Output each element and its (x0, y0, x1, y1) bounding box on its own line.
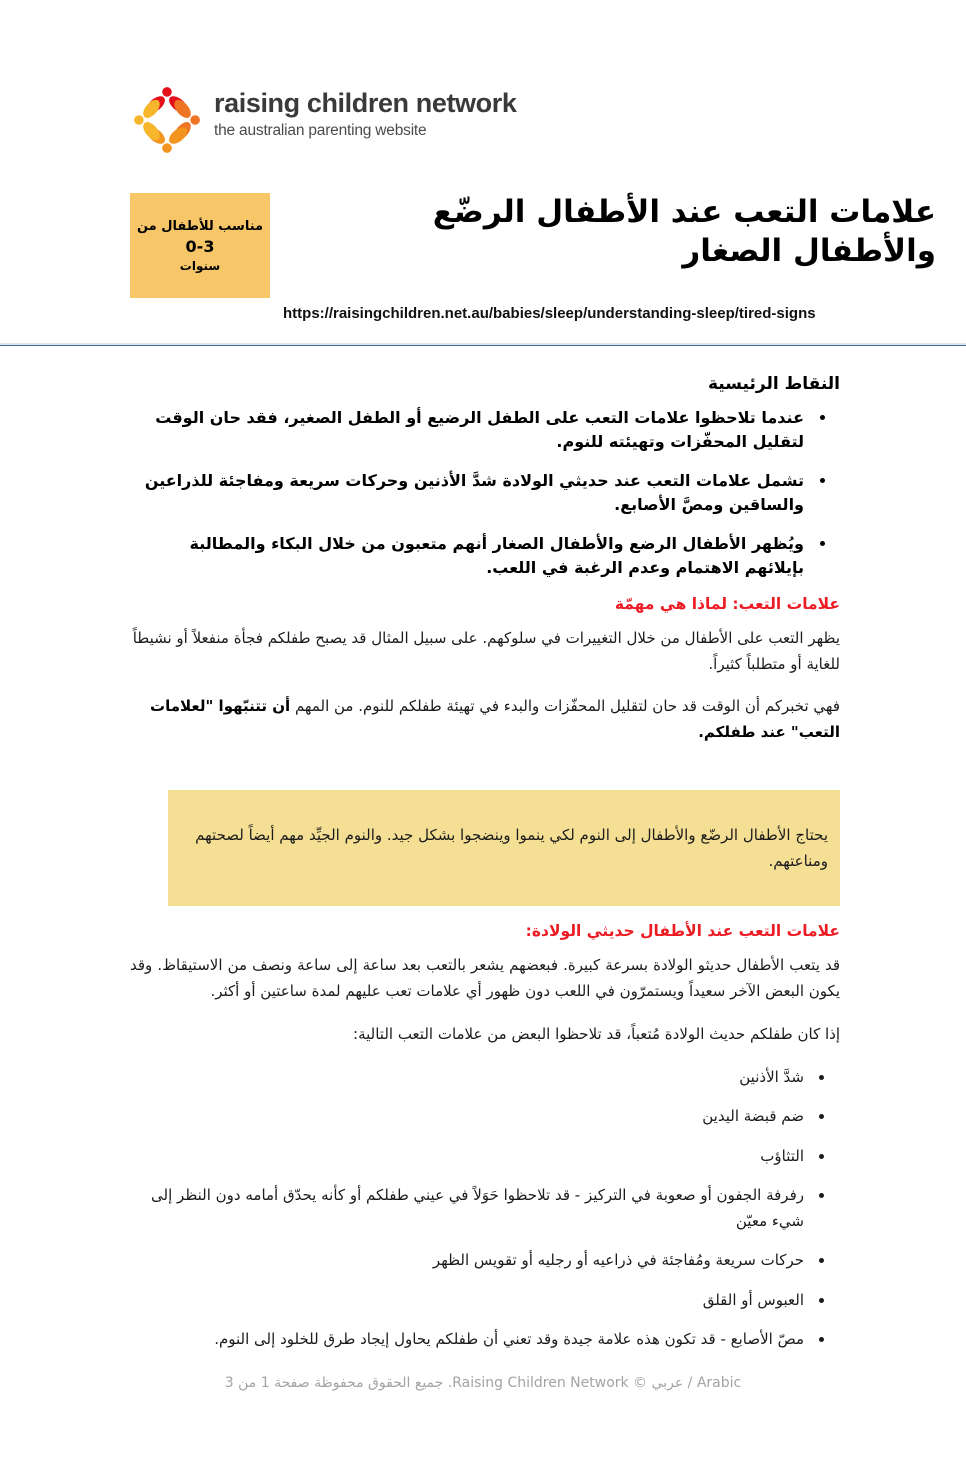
age-badge-range: 0-3 (185, 236, 215, 256)
tired-sign-item: • شدَّ الأذنين (130, 1065, 808, 1091)
title-row (130, 193, 936, 322)
main-point-item: • عندما تلاحظوا علامات التعب على الطفل الرضيع أو الطفل الصغير، فقد حان الوقت لتقليل المحفّزات وتهيئته للنوم. (130, 406, 808, 454)
logo-wordmark (214, 88, 516, 140)
highlight-callout-box (168, 790, 840, 907)
age-suitability-badge (130, 193, 270, 298)
tired-sign-item: • مصّ الأصابع - قد تكون هذه علامة جيدة وقد تعني أن طفلكم يحاول إيجاد طرق للخلود إلى النوم. (130, 1327, 808, 1353)
tired-sign-item: • حركات سريعة ومُفاجئة في ذراعيه أو رجليه أو تقويس الظهر (130, 1248, 808, 1274)
tired-sign-item: • التثاؤب (130, 1144, 808, 1170)
newborn-paragraph-2: إذا كان طفلكم حديث الولادة مُتعباً، قد تلاحظوا البعض من علامات التعب التالية: (353, 1024, 840, 1043)
paragraph-text: فهي تخبركم أن الوقت قد حان لتقليل المحفّزات والبدء في تهيئة طفلكم للنوم. من المهم (290, 697, 840, 715)
footer-text: Arabic / عربي © Raising Children Network. جميع الحقوق محفوظة صفحة 1 من 3 (224, 1375, 742, 1391)
logo-flower-icon (130, 78, 204, 166)
why-important-paragraph-2 (130, 693, 840, 746)
header-divider (0, 343, 966, 346)
heading-newborn-signs: علامات التعب عند الأطفال حديثي الولادة: (525, 922, 840, 940)
logo-name: raising children network (214, 88, 517, 118)
header (130, 78, 966, 166)
heading-why-important: علامات التعب: لماذا هي مهمّة (614, 594, 840, 613)
why-important-paragraph-1: يظهر التعب على الأطفال من خلال التغييرات في سلوكهم. على سبيل المثال قد يصبح طفلكم فجأة منفعلاً أو نشيطاً للغاية أو متطلباً كثيراً. (132, 628, 840, 673)
newborn-paragraph-1: قد يتعب الأطفال حديثو الولادة بسرعة كبيرة. فبعضهم يشعر بالتعب بعد ساعة إلى ساعة ونصف من الاستيقاظ. وقد يكون البعض الآخر سعيداً ويستمرّون في اللعب دون ظهور أي علامات تعب عليهم لمدة ساعتين أو أكثر. (130, 956, 840, 1001)
tired-signs-list (130, 1065, 840, 1353)
paragraph-bold-text: أن تتنبّهوا "لعلامات التعب" عند طفلكم. (150, 697, 840, 742)
logo-tagline: the australian parenting website (214, 122, 427, 139)
main-points-list (130, 406, 840, 580)
page-url: https://raisingchildren.net.au/babies/sleep/understanding-sleep/tired-signs (283, 304, 816, 322)
title-column (270, 193, 936, 322)
document-body (130, 374, 840, 1353)
main-point-item: • ويُظهر الأطفال الرضع والأطفال الصغار أنهم متعبون من خلال البكاء والمطالبة بإيلائهم الاهتمام وعدم الرغبة في اللعب. (130, 532, 808, 580)
age-badge-line1: مناسب للأطفال من (136, 218, 264, 234)
tired-sign-item: • رفرفة الجفون أو صعوبة في التركيز - قد تلاحظوا حَوَلاً في عيني طفلكم أو كأنه يحدّق أمامه دون النظر إلى شيء معيّن (130, 1183, 808, 1234)
age-badge-line3: سنوات (179, 258, 221, 273)
tired-sign-item: • ضم قبضة اليدين (130, 1104, 808, 1130)
tired-sign-item: • العبوس أو القلق (130, 1288, 808, 1314)
callout-text: يحتاج الأطفال الرضّع والأطفال إلى النوم لكي ينموا وينضجوا بشكل جيد. والنوم الجيِّد مهم أيضاً لصحتهم ومناعتهم. (195, 825, 828, 870)
page-title: علامات التعب عند الأطفال الرضّع والأطفال الصغار (432, 194, 936, 269)
main-point-item: • تشمل علامات التعب عند حديثي الولادة شدَّ الأذنين وحركات سريعة ومفاجئة للذراعين والساقين ومصَّ الأصابع. (130, 469, 808, 517)
heading-main-points: النقاط الرئيسية (708, 373, 840, 394)
